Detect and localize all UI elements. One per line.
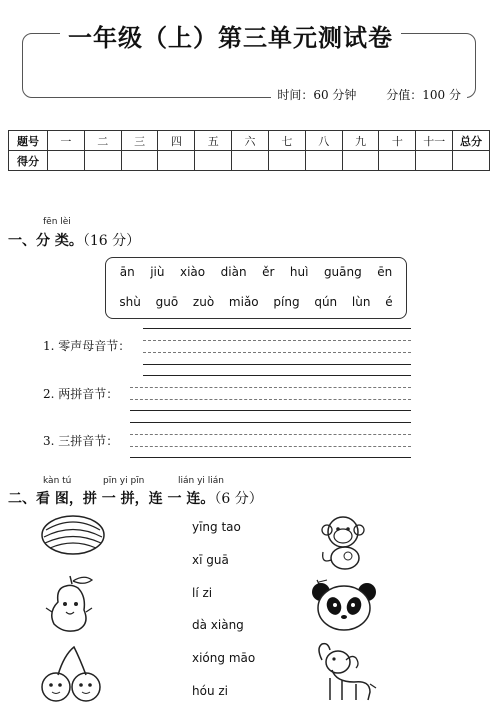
section1-heading [8, 230, 140, 250]
col-header: 七 [268, 131, 305, 151]
writing-line [143, 375, 411, 376]
writing-guide-line [130, 387, 411, 388]
writing-line [143, 328, 411, 329]
match-word: lí zi [192, 586, 213, 600]
pinyin-syllable: huì [289, 265, 309, 279]
pinyin-syllable: ān [119, 265, 135, 279]
writing-line [130, 457, 411, 458]
monkey-icon [315, 512, 375, 572]
score-cell [195, 151, 232, 171]
match-word: hóu zi [192, 684, 228, 698]
col-header: 八 [305, 131, 342, 151]
col-header: 六 [232, 131, 269, 151]
row-label-score: 得分 [9, 151, 48, 171]
score-cell [305, 151, 342, 171]
score-cell [121, 151, 158, 171]
col-header: 九 [342, 131, 379, 151]
col-header: 二 [84, 131, 121, 151]
pinyin-syllable: shù [119, 295, 141, 309]
writing-guide-line [143, 352, 411, 353]
col-header: 一 [48, 131, 85, 151]
section2-title: 二、看 图，拼 一 拼，连 一 连。 [8, 491, 215, 507]
pinyin-syllable: jiù [150, 265, 165, 279]
score-cell [416, 151, 453, 171]
score-table [8, 130, 490, 171]
panda-icon [305, 578, 383, 634]
question-zero-initial: 1. 零声母音节： [43, 339, 131, 353]
page-title: 一年级（上）第三单元测试卷 [60, 18, 401, 53]
score-cell [268, 151, 305, 171]
cherry-icon [38, 645, 106, 703]
score-cell [232, 151, 269, 171]
section1-title: 一、分 类。 [8, 233, 83, 249]
question-three-part: 3. 三拼音节： [43, 434, 119, 448]
writing-guide-line [130, 434, 411, 435]
pinyin-syllable: é [385, 295, 393, 309]
time-limit: 时间：60 分钟 [277, 88, 357, 102]
question-two-part: 2. 两拼音节： [43, 387, 119, 401]
pinyin-syllable: ěr [262, 265, 275, 279]
col-header: 十一 [416, 131, 453, 151]
pinyin-syllable: zuò [192, 295, 215, 309]
section2-points: （6 分） [214, 491, 263, 507]
writing-line [130, 410, 411, 411]
pinyin-syllable: miǎo [228, 295, 259, 309]
pinyin-syllable: guō [155, 295, 179, 309]
pinyin-syllable: ēn [377, 265, 393, 279]
pinyin-row-2 [106, 295, 406, 309]
pinyin-syllable: guāng [323, 265, 362, 279]
total-score: 分值：100 分 [386, 88, 461, 102]
pinyin-row-1 [106, 265, 406, 279]
match-word: xióng māo [192, 651, 256, 665]
pear-icon [42, 572, 98, 634]
section1-points: （16 分） [82, 233, 141, 249]
pinyin-box [105, 257, 407, 319]
col-header: 五 [195, 131, 232, 151]
elephant-icon [308, 640, 380, 704]
score-cell [84, 151, 121, 171]
writing-line [130, 422, 411, 423]
pinyin-syllable: xiào [180, 265, 206, 279]
score-cell [379, 151, 416, 171]
pinyin-syllable: lùn [351, 295, 371, 309]
section2-ruby-connect: lián yi lián [178, 476, 224, 486]
section1-ruby: fēn lèi [43, 217, 71, 227]
writing-line [143, 364, 411, 365]
section2-heading [8, 488, 263, 508]
table-row [9, 131, 490, 151]
pinyin-syllable: qún [314, 295, 338, 309]
row-label-number: 题号 [9, 131, 48, 151]
match-word: dà xiàng [192, 618, 244, 632]
writing-guide-line [130, 446, 411, 447]
writing-guide-line [143, 340, 411, 341]
score-cell [342, 151, 379, 171]
writing-guide-line [130, 399, 411, 400]
match-word: xī guā [192, 553, 229, 567]
section2-ruby-spell: pīn yi pīn [103, 476, 145, 486]
exam-meta [271, 86, 467, 103]
pinyin-syllable: diàn [220, 265, 247, 279]
col-header: 三 [121, 131, 158, 151]
score-cell [48, 151, 85, 171]
pinyin-syllable: píng [273, 295, 300, 309]
match-word: yīng tao [192, 520, 241, 534]
section2-ruby-look: kàn tú [43, 476, 72, 486]
score-cell [453, 151, 490, 171]
col-header: 十 [379, 131, 416, 151]
score-cell [158, 151, 195, 171]
watermelon-icon [38, 510, 108, 560]
col-header: 四 [158, 131, 195, 151]
table-row [9, 151, 490, 171]
col-header-total: 总分 [453, 131, 490, 151]
